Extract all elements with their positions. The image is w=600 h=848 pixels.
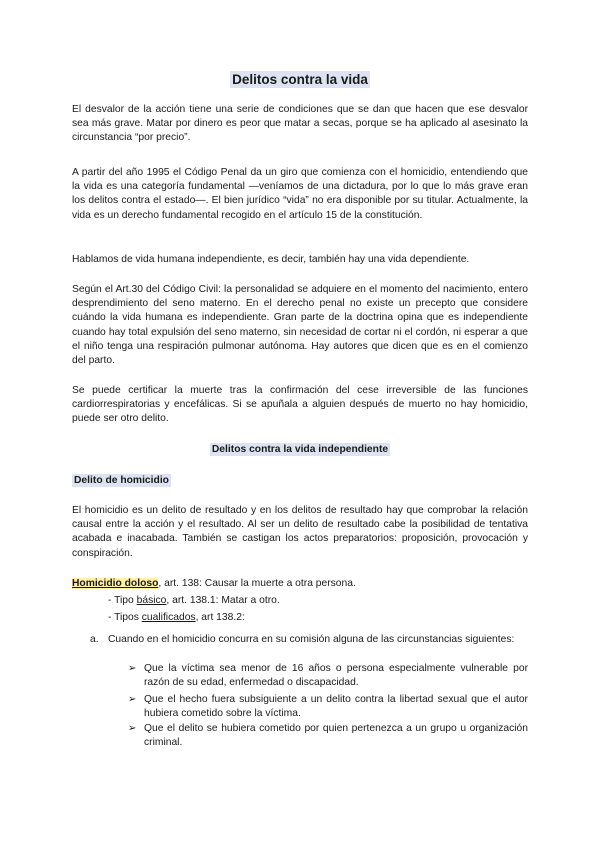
section-heading-text: Delitos contra la vida independiente bbox=[211, 444, 389, 455]
list-item bbox=[128, 662, 528, 690]
section-heading bbox=[0, 444, 600, 455]
tipos-cualificados-term: cualificados bbox=[141, 612, 196, 623]
arrow-bullet-icon: ➢ bbox=[128, 723, 137, 734]
paragraph-codigo-penal: A partir del año 1995 el Código Penal da un giro que comienza con el homicidio, entendiendo que la vida es una categoría fundamental —veníamos de una dictadura, por lo que lo más grave eran los delitos contra el estado—. El bien jurídico “vida” no era disponible por su titular. Actualmente, la vida es un derecho fundamental recogido en el artículo 15 de la constitución. bbox=[72, 167, 528, 221]
tipos-cualificados-rest: , art 138.2: bbox=[195, 612, 245, 623]
list-marker-a: a. bbox=[90, 634, 99, 645]
paragraph-desvalor: El desvalor de la acción tiene una serie de condiciones que se dan que hacen que ese desvalor sea más grave. Matar por dinero es peor que matar a secas, porque se ha aplicado al asesinato la circunstancia “por precio”. bbox=[72, 104, 528, 144]
homicidio-doloso-term: Homicidio doloso bbox=[72, 578, 159, 589]
tipo-basico-term: básico bbox=[136, 595, 167, 606]
list-item-a-text: Cuando en el homicidio concurra en su comisión alguna de las circunstancias siguientes: bbox=[108, 634, 515, 645]
paragraph-codigo-civil: Según el Art.30 del Código Civil: la personalidad se adquiere en el momento del nacimiento, entero desprendimiento del seno materno. En el derecho penal no existe un precepto que considere cuándo la vida humana es independiente. Gran parte de la doctrina opina que es independiente cuando hay total expulsión del seno materno, sin necesidad de cortar ni el cordón, ni esperar a que el niño tenga una respiración pulmonar autónoma. Hay autores que dicen que es en el comienzo del parto. bbox=[72, 284, 528, 367]
tipo-basico-rest: , art. 138.1: Matar a otro. bbox=[166, 595, 280, 606]
tipos-cualificados-line bbox=[108, 611, 245, 625]
homicidio-doloso-line bbox=[72, 577, 356, 591]
list-item bbox=[128, 693, 528, 721]
bullet-text: Que el hecho fuera subsiguiente a un delito contra la libertad sexual que el autor hubiera cometido sobre la víctima. bbox=[144, 694, 528, 720]
homicidio-doloso-rest: , art. 138: Causar la muerte a otra persona. bbox=[158, 578, 356, 589]
bullet-text: Que el delito se hubiera cometido por quien pertenezca a un grupo u organización criminal. bbox=[144, 723, 528, 749]
paragraph-vida-independiente: Hablamos de vida humana independiente, es decir, también hay una vida dependiente. bbox=[72, 254, 470, 265]
arrow-bullet-icon: ➢ bbox=[128, 663, 137, 674]
sub-heading bbox=[72, 475, 171, 486]
page-title bbox=[0, 72, 600, 87]
list-item bbox=[128, 722, 528, 750]
paragraph-homicidio: El homicidio es un delito de resultado y en los delitos de resultado hay que comprobar la relación causal entre la acción y el resultado. Al ser un delito de resultado cabe la posibilidad de tentativa acabada e inacabada. También se castigan los actos preparatorios: proposición, provocación y conspiración. bbox=[72, 505, 528, 559]
arrow-bullet-icon: ➢ bbox=[128, 694, 137, 705]
list-item-a bbox=[90, 633, 528, 647]
page-title-text: Delitos contra la vida bbox=[232, 72, 368, 87]
sub-heading-text: Delito de homicidio bbox=[74, 475, 169, 486]
tipo-basico-line bbox=[108, 594, 280, 608]
paragraph-muerte: Se puede certificar la muerte tras la confirmación del cese irreversible de las funciones cardiorrespiratorias y encefálicas. Si se apuñala a alguien después de muerto no hay homicidio, puede ser otro delito. bbox=[72, 385, 528, 425]
tipos-cualificados-prefix: - Tipos bbox=[108, 612, 142, 623]
tipo-basico-prefix: - Tipo bbox=[108, 595, 137, 606]
bullet-text: Que la víctima sea menor de 16 años o persona especialmente vulnerable por razón de su edad, enfermedad o discapacidad. bbox=[144, 663, 528, 689]
